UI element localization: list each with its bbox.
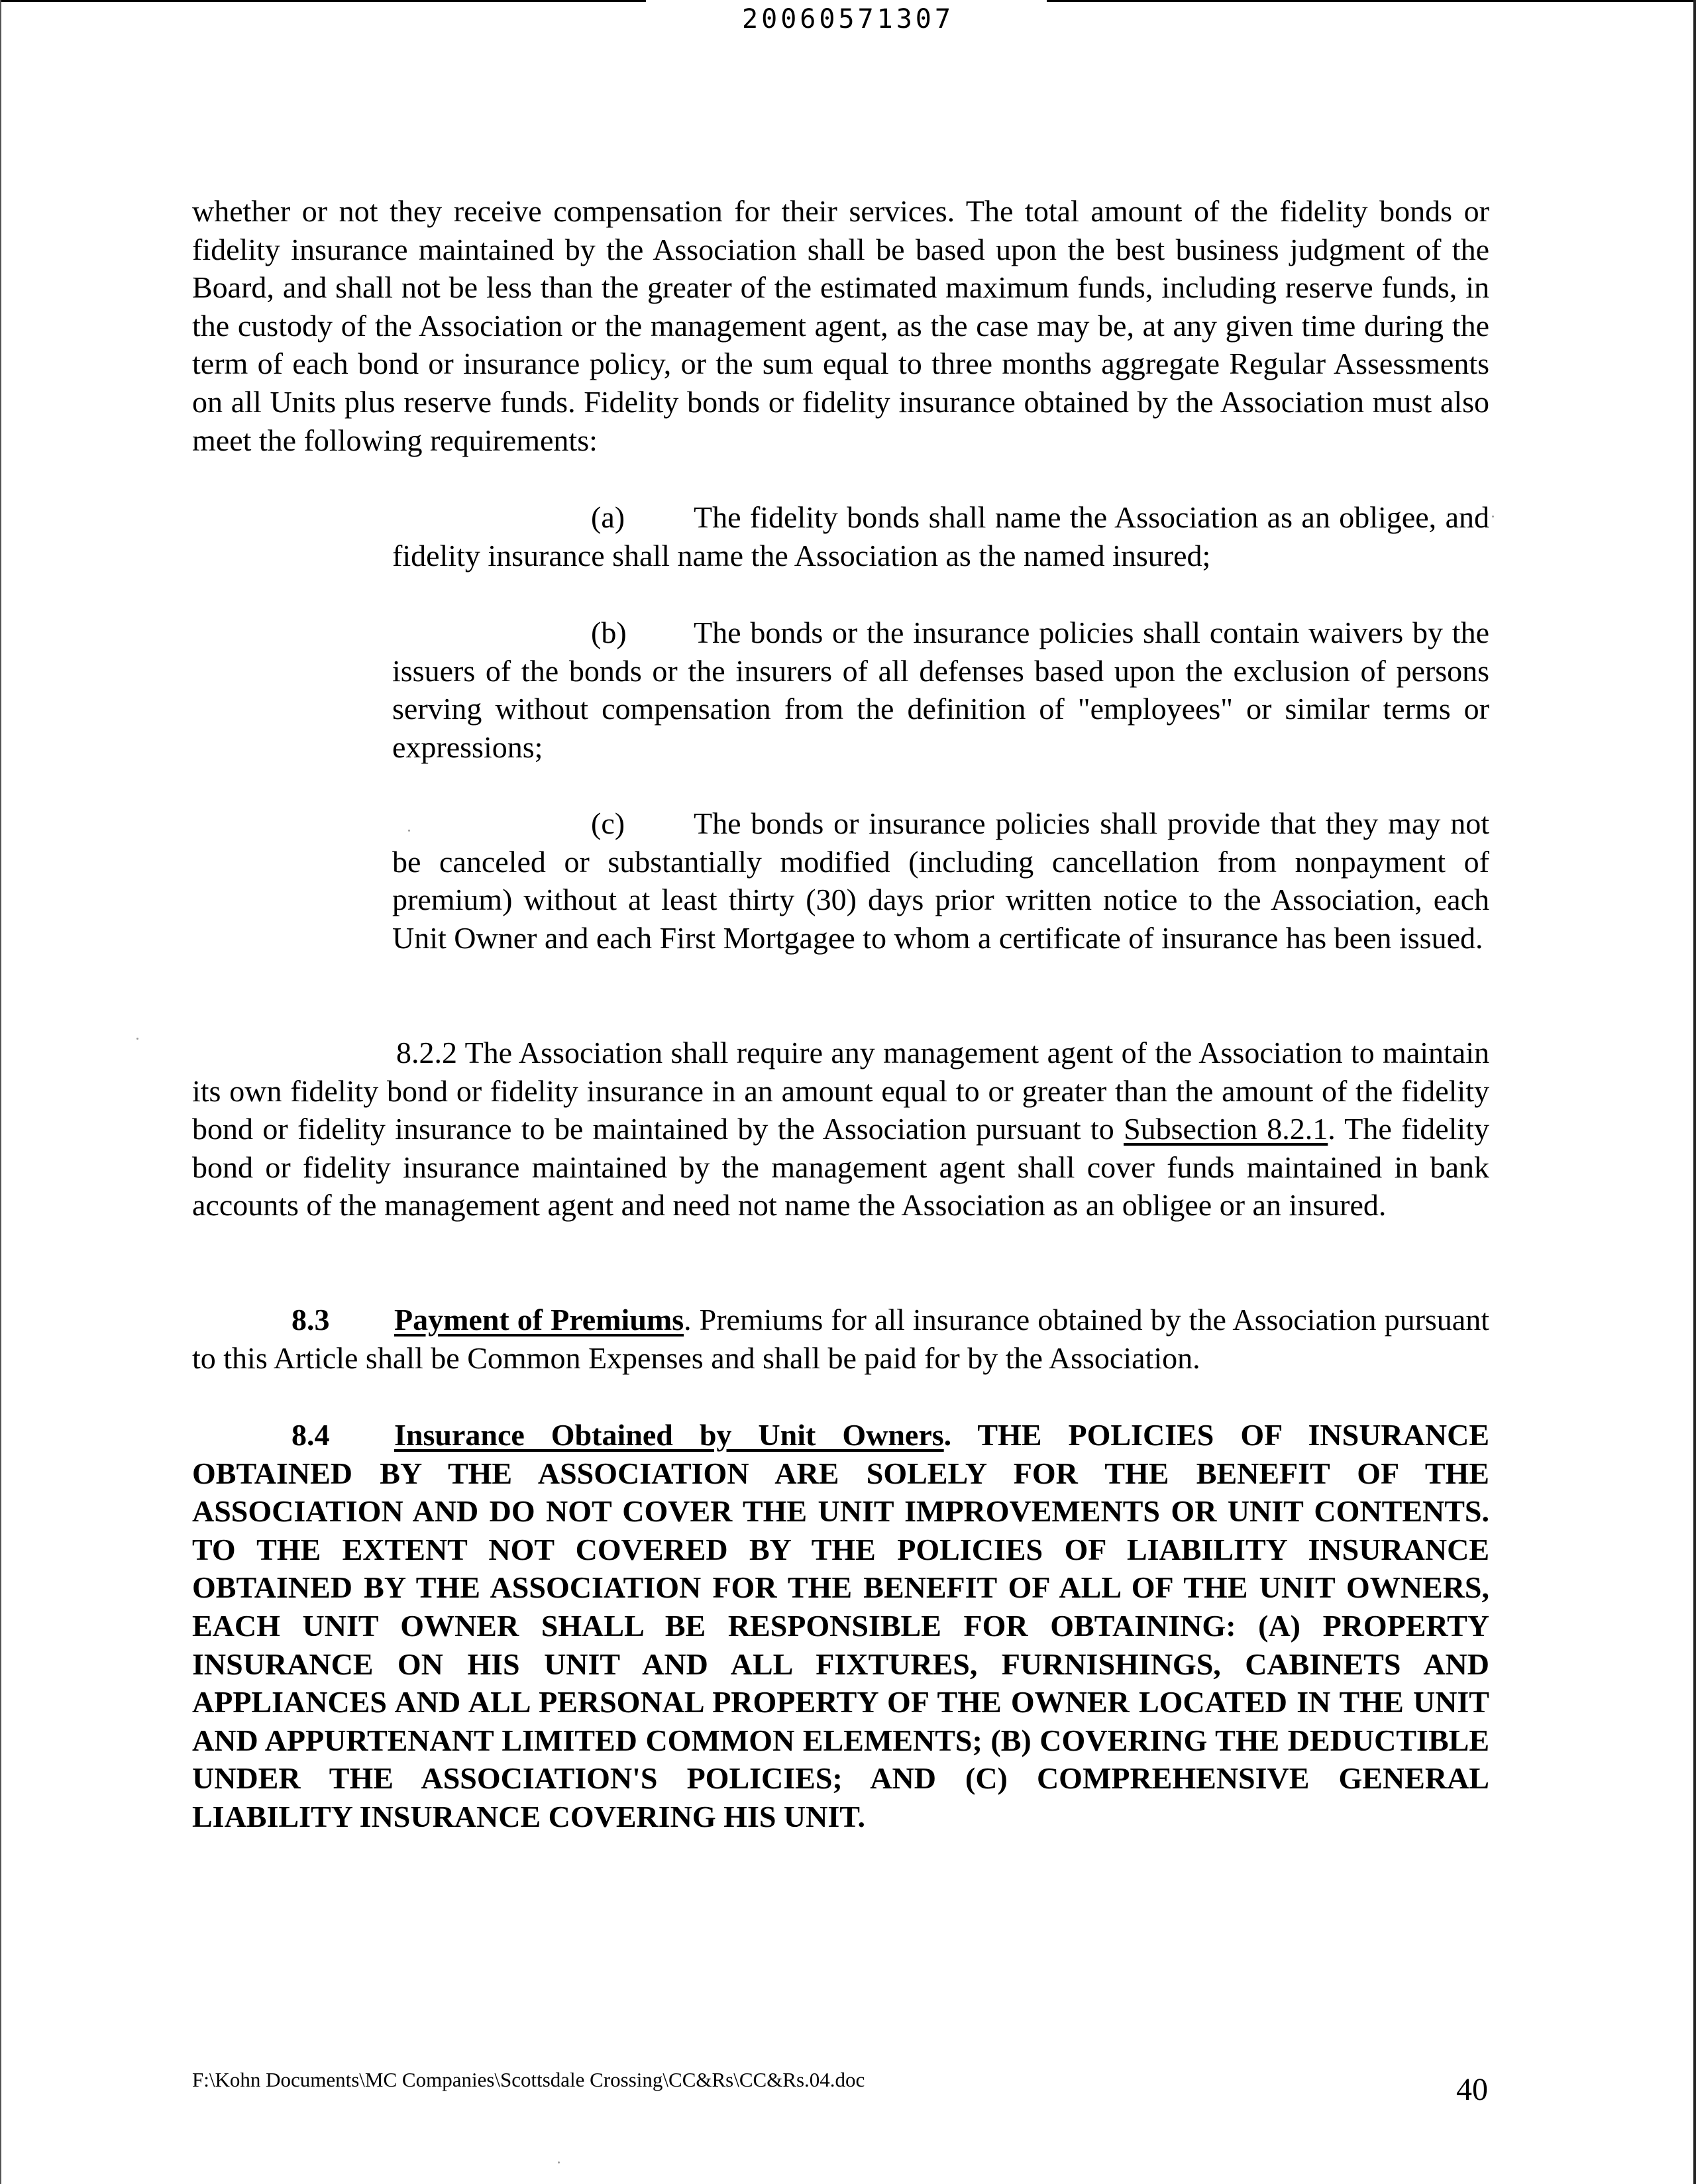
section-8-4-title: Insurance Obtained by Unit Owners [394, 1418, 944, 1452]
scan-edge-right [1693, 0, 1696, 2184]
subsection-8-2-2-text-after: . The fidelity bond or fidelity insurance maintained by the management agent shall cover funds maintained in bank accounts of the management agent and need not name the Association as an obligee or an insured. [192, 1112, 1489, 1223]
section-8-4-text: . THE POLICIES OF INSURANCE OBTAINED BY THE ASSOCIATION ARE SOLELY FOR THE BENEFIT OF THE ASSOCIATION AND DO NOT COVER THE UNIT IMPROVEMENTS OR UNIT CONTENTS. TO THE EXTENT NOT COVERED BY THE POLICIES OF LIABILITY INSURANCE OBTAINED BY THE ASSOCIATION FOR THE BENEFIT OF ALL OF THE UNIT OWNERS, EACH UNIT OWNER SHALL BE RESPONSIBLE FOR OBTAINING: (A) PROPERTY INSURANCE ON HIS UNIT AND ALL FIXTURES, FURNISHINGS, CABINETS AND APPLIANCES AND ALL PERSONAL PROPERTY OF THE OWNER LOCATED IN THE UNIT AND APPURTENANT LIMITED COMMON ELEMENTS; (B) COVERING THE DEDUCTIBLE UNDER THE ASSOCIATION'S POLICIES; AND (C) COMPREHENSIVE GENERAL LIABILITY INSURANCE COVERING HIS UNIT. [192, 1418, 1489, 1833]
item-c [392, 804, 1489, 957]
intro-paragraph: whether or not they receive compensation for their services. The total amount of the fidelity bonds or fidelity insurance maintained by the Association shall be based upon the best business judgment of the Board, and shall not be less than the greater of the estimated maximum funds, including reserve funds, in the custody of the Association or the management agent, as the case may be, at any given time during the term of each bond or insurance policy, or the sum equal to three months aggregate Regular Assessments on all Units plus reserve funds. Fidelity bonds or fidelity insurance obtained by the Association must also meet the following requirements: [192, 194, 1489, 457]
footer-file-path: F:\Kohn Documents\MC Companies\Scottsdale Crossing\CC&Rs\CC&Rs.04.doc [192, 2068, 865, 2091]
document-number: 20060571307 [742, 4, 954, 34]
section-8-3-title: Payment of Premiums [394, 1303, 684, 1337]
page-number: 40 [1456, 2072, 1488, 2107]
item-a [392, 498, 1489, 574]
scan-speck [136, 1038, 138, 1040]
section-8-3-number: 8.3 [292, 1303, 330, 1337]
item-c-label: (c) [591, 806, 625, 840]
section-8-4 [192, 1416, 1489, 1836]
header-rule-right [1047, 0, 1696, 2]
section-8-3-text: . Premiums for all insurance obtained by the Association pursuant to this Article shall be Common Expenses and shall be paid for by the Association. [192, 1303, 1489, 1375]
scan-speck [408, 830, 410, 832]
scan-speck [1492, 516, 1494, 518]
section-8-4-number: 8.4 [292, 1418, 330, 1452]
item-c-text: The bonds or insurance policies shall provide that they may not be canceled or substantially modified (including cancellation from nonpayment of premium) without at least thirty (30) days prior written notice to the Association, each Unit Owner and each First Mortgagee to whom a certificate of insurance has been issued. [392, 806, 1489, 955]
subsection-8-2-1-reference: Subsection 8.2.1 [1124, 1112, 1328, 1146]
header-rule-left [0, 0, 646, 2]
section-8-3 [192, 1301, 1489, 1377]
subsection-8-2-2-number: 8.2.2 [396, 1036, 457, 1069]
item-a-label: (a) [591, 500, 625, 534]
item-b-text: The bonds or the insurance policies shall contain waivers by the issuers of the bonds or the insurers of all defenses based upon the exclusion of persons serving without compensation from the definition of "employees" or similar terms or expressions; [392, 616, 1489, 764]
item-b-label: (b) [591, 616, 627, 649]
scan-speck [558, 2161, 560, 2163]
item-b [392, 614, 1489, 766]
subsection-8-2-2-text-before: The Association shall require any management agent of the Association to maintain its own fidelity bond or fidelity insurance in an amount equal to or greater than the amount of the fidelity bond or fidelity insurance to be maintained by the Association pursuant to [192, 1036, 1489, 1146]
item-a-text: The fidelity bonds shall name the Association as an obligee, and fidelity insurance shall name the Association as the named insured; [392, 500, 1489, 573]
scan-edge-left [0, 0, 1, 2184]
subsection-8-2-2 [192, 1034, 1489, 1225]
